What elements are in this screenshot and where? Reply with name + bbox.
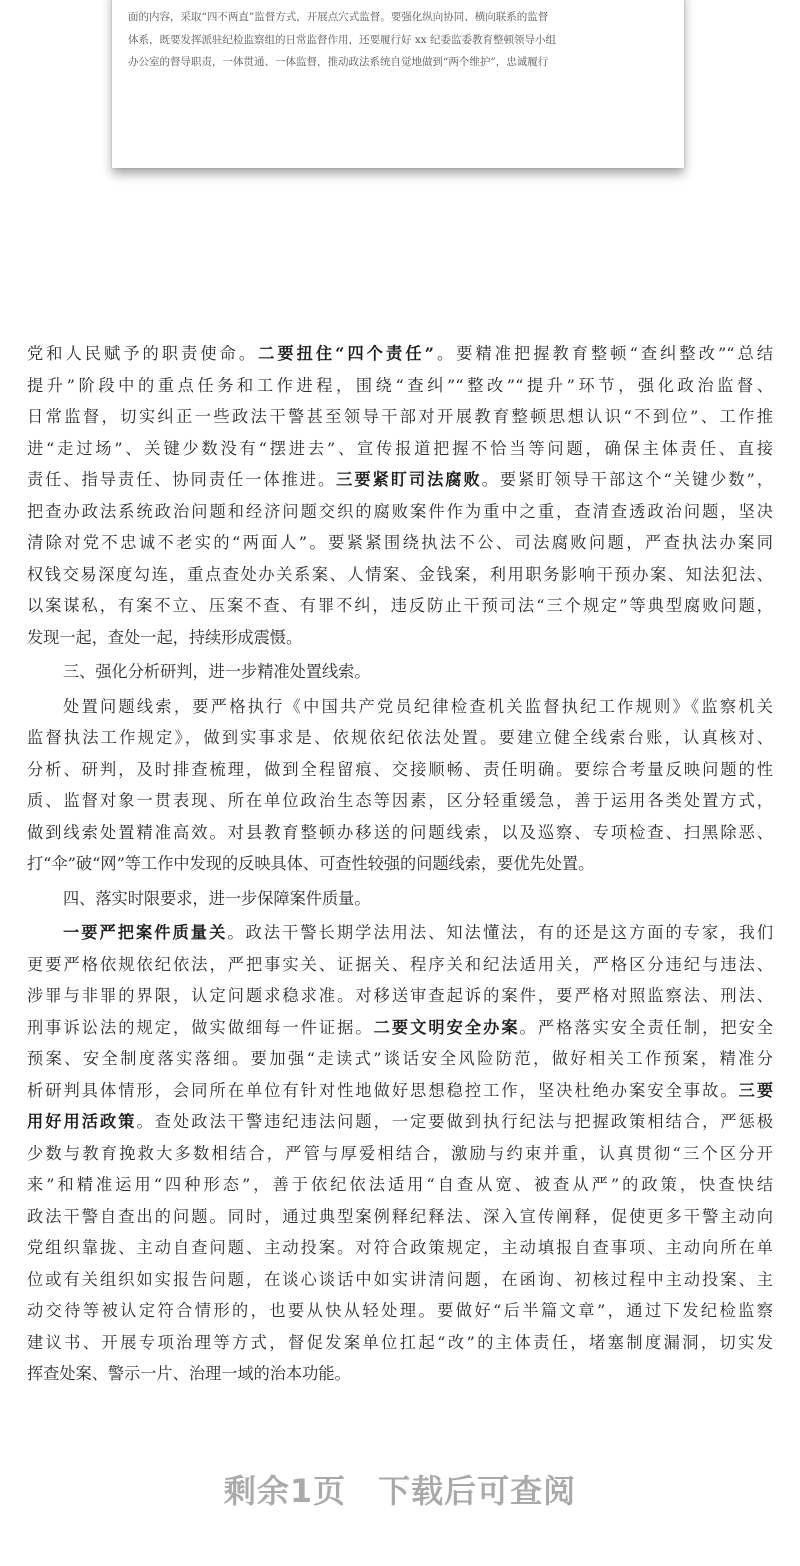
text-line: 把查办政法系统政治问题和经济问题交织的腐败案件作为重中之重，查清查透政治问题，坚决 <box>27 501 773 521</box>
paragraph-clue-handling <box>27 691 773 880</box>
text: 责任、指导责任、协同责任一体推进。 <box>27 470 337 489</box>
text-line: 挥查处案、警示一片、治理一域的治本功能。 <box>27 1364 351 1383</box>
text: 。要精准把握教育整顿“查纠整改”“总结 <box>433 344 774 363</box>
bold-phrase: 二要扭住“四个责任” <box>258 344 434 363</box>
download-to-view-label[interactable]: 下载后可查阅 <box>378 1472 577 1510</box>
section-heading-4: 四、落实时限要求，进一步保障案件质量。 <box>63 888 371 908</box>
text: 。政法干警长期学法用法、知法懂法，有的还是这方面的专家，我们 <box>227 923 774 942</box>
bold-phrase: 一要严把案件质量关 <box>63 923 228 942</box>
text-line: 日常监督，切实纠正一些政法干警甚至领导干部对开展教育整顿思想认识“不到位”、工作推 <box>27 407 773 426</box>
text: 刑事诉讼法的规定，做实做细每一件证据。 <box>27 1017 374 1037</box>
text: 党和人民赋予的职责使命。 <box>27 344 259 363</box>
paragraph-responsibility <box>27 338 773 653</box>
text: 。要紧盯领导干部这个“关键少数”， <box>481 470 774 489</box>
text: 。查处政法干警违纪违法问题，一定要做到执行纪法与把握政策相结合，严惩极 <box>136 1112 774 1131</box>
remaining-pages-label: 剩余1页 <box>223 1472 347 1510</box>
document-preview-card <box>112 0 684 168</box>
document-body <box>27 338 773 1390</box>
text-line: 动交待等被认定符合情形的，也要从快从轻处理。要做好“后半篇文章”，通过下发纪检监察 <box>27 1301 773 1320</box>
paragraph-case-quality <box>27 917 773 1390</box>
text-line: 预案、安全制度落实落细。要加强“走读式”谈话安全风险防范，做好相关工作预案，精准分 <box>27 1049 773 1068</box>
text-line: 少数与教育挽救大多数相结合，严管与厚爱相结合，激励与约束并重，认真贯彻“三个区分开 <box>27 1143 773 1163</box>
text-line: 发现一起，查处一起，持续形成震慑。 <box>27 627 303 647</box>
text-line: 分析、研判，及时排查梳理，做到全程留痕、交接顺畅、责任明确。要综合考量反映问题的性 <box>27 759 773 779</box>
bold-phrase: 三要紧盯司法腐败 <box>336 470 482 489</box>
bold-phrase: 二要文明安全办案 <box>373 1017 520 1037</box>
bold-phrase: 用好用活政策 <box>27 1112 137 1131</box>
text-line: 权钱交易深度勾连，重点查处办关系案、人情案、金钱案，利用职务影响干预办案、知法犯法、 <box>27 564 773 584</box>
text-line: 涉罪与非罪的界限，认定问题求稳求准。对移送审查起诉的案件，要严格对照监察法、刑法、 <box>27 986 773 1005</box>
text-line: 建议书、开展专项治理等方式，督促发案单位扛起“改”的主体责任，堵塞制度漏洞，切实发 <box>27 1332 773 1352</box>
text-line: 政法干警自查出的问题。同时，通过典型案例释纪释法、深入宣传阐释，促使更多干警主动向 <box>27 1206 773 1226</box>
section-heading-3: 三、强化分析研判，进一步精准处置线索。 <box>63 662 371 681</box>
text-line: 来”和精准运用“四种形态”，善于依纪依法适用“自查从宽、被查从严”的政策，快查快结 <box>27 1175 773 1194</box>
text-line: 监督执法工作规定》，做到实事求是、依规依纪依法处置。要建立健全线索台账，认真核对、 <box>27 728 773 747</box>
preview-line: 面的内容，采取“四不两直”监督方式，开展点穴式监督。要强化纵向协同、横向联系的监督 <box>128 11 549 23</box>
text-line: 打“伞”破“网”等工作中发现的反映具体、可查性较强的问题线索，要优先处置。 <box>27 854 595 873</box>
text-line: 进“走过场”、关键少数没有“摆进去”、宣传报道把握不恰当等问题，确保主体责任、直接 <box>27 438 773 458</box>
text-line: 位或有关组织如实报告问题，在谈心谈话中如实讲清问题，在函询、初核过程中主动投案、主 <box>27 1269 773 1289</box>
preview-line: 办公室的督导职责，一体贯通、一体监督，推动政法系统自觉地做到“两个维护”，忠诚履行 <box>128 56 549 68</box>
text: 。严格落实安全责任制，把安全 <box>519 1017 774 1037</box>
text-line: 以案谋私，有案不立、压案不查、有罪不纠，违反防止干预司法“三个规定”等典型腐败问题， <box>27 596 773 615</box>
preview-text <box>128 6 668 74</box>
bold-phrase: 三要 <box>738 1080 774 1100</box>
text-line: 更要严格依规依纪依法，严把事实关、证据关、程序关和纪法适用关，严格区分违纪与违法、 <box>27 954 773 974</box>
download-prompt[interactable] <box>0 1466 800 1512</box>
text-line: 清除对党不忠诚不老实的“两面人”。要紧紧围绕执法不公、司法腐败问题，严查执法办案同 <box>27 533 773 552</box>
text-line: 党组织靠拢、主动自查问题、主动投案。对符合政策规定，主动填报自查事项、主动向所在单 <box>27 1238 773 1257</box>
text-line: 处置问题线索，要严格执行《中国共产党员纪律检查机关监督执纪工作规则》《监察机关 <box>63 696 773 716</box>
text-line: 做到线索处置精准高效。对县教育整顿办移送的问题线索，以及巡察、专项检查、扫黑除恶、 <box>27 822 773 842</box>
text: 析研判具体情形，会同所在单位有针对性地做好思想稳控工作，坚决杜绝办案安全事故。 <box>27 1080 739 1100</box>
preview-line: 体系，既要发挥派驻纪检监察组的日常监督作用，还要履行好 xx 纪委监委教育整顿领导小组 <box>128 33 557 46</box>
text-line: 提升”阶段中的重点任务和工作进程，围绕“查纠”“整改”“提升”环节，强化政治监督、 <box>27 375 773 395</box>
text-line: 质、监督对象一贯表现、所在单位政治生态等因素，区分轻重缓急，善于运用各类处置方式， <box>27 791 773 810</box>
